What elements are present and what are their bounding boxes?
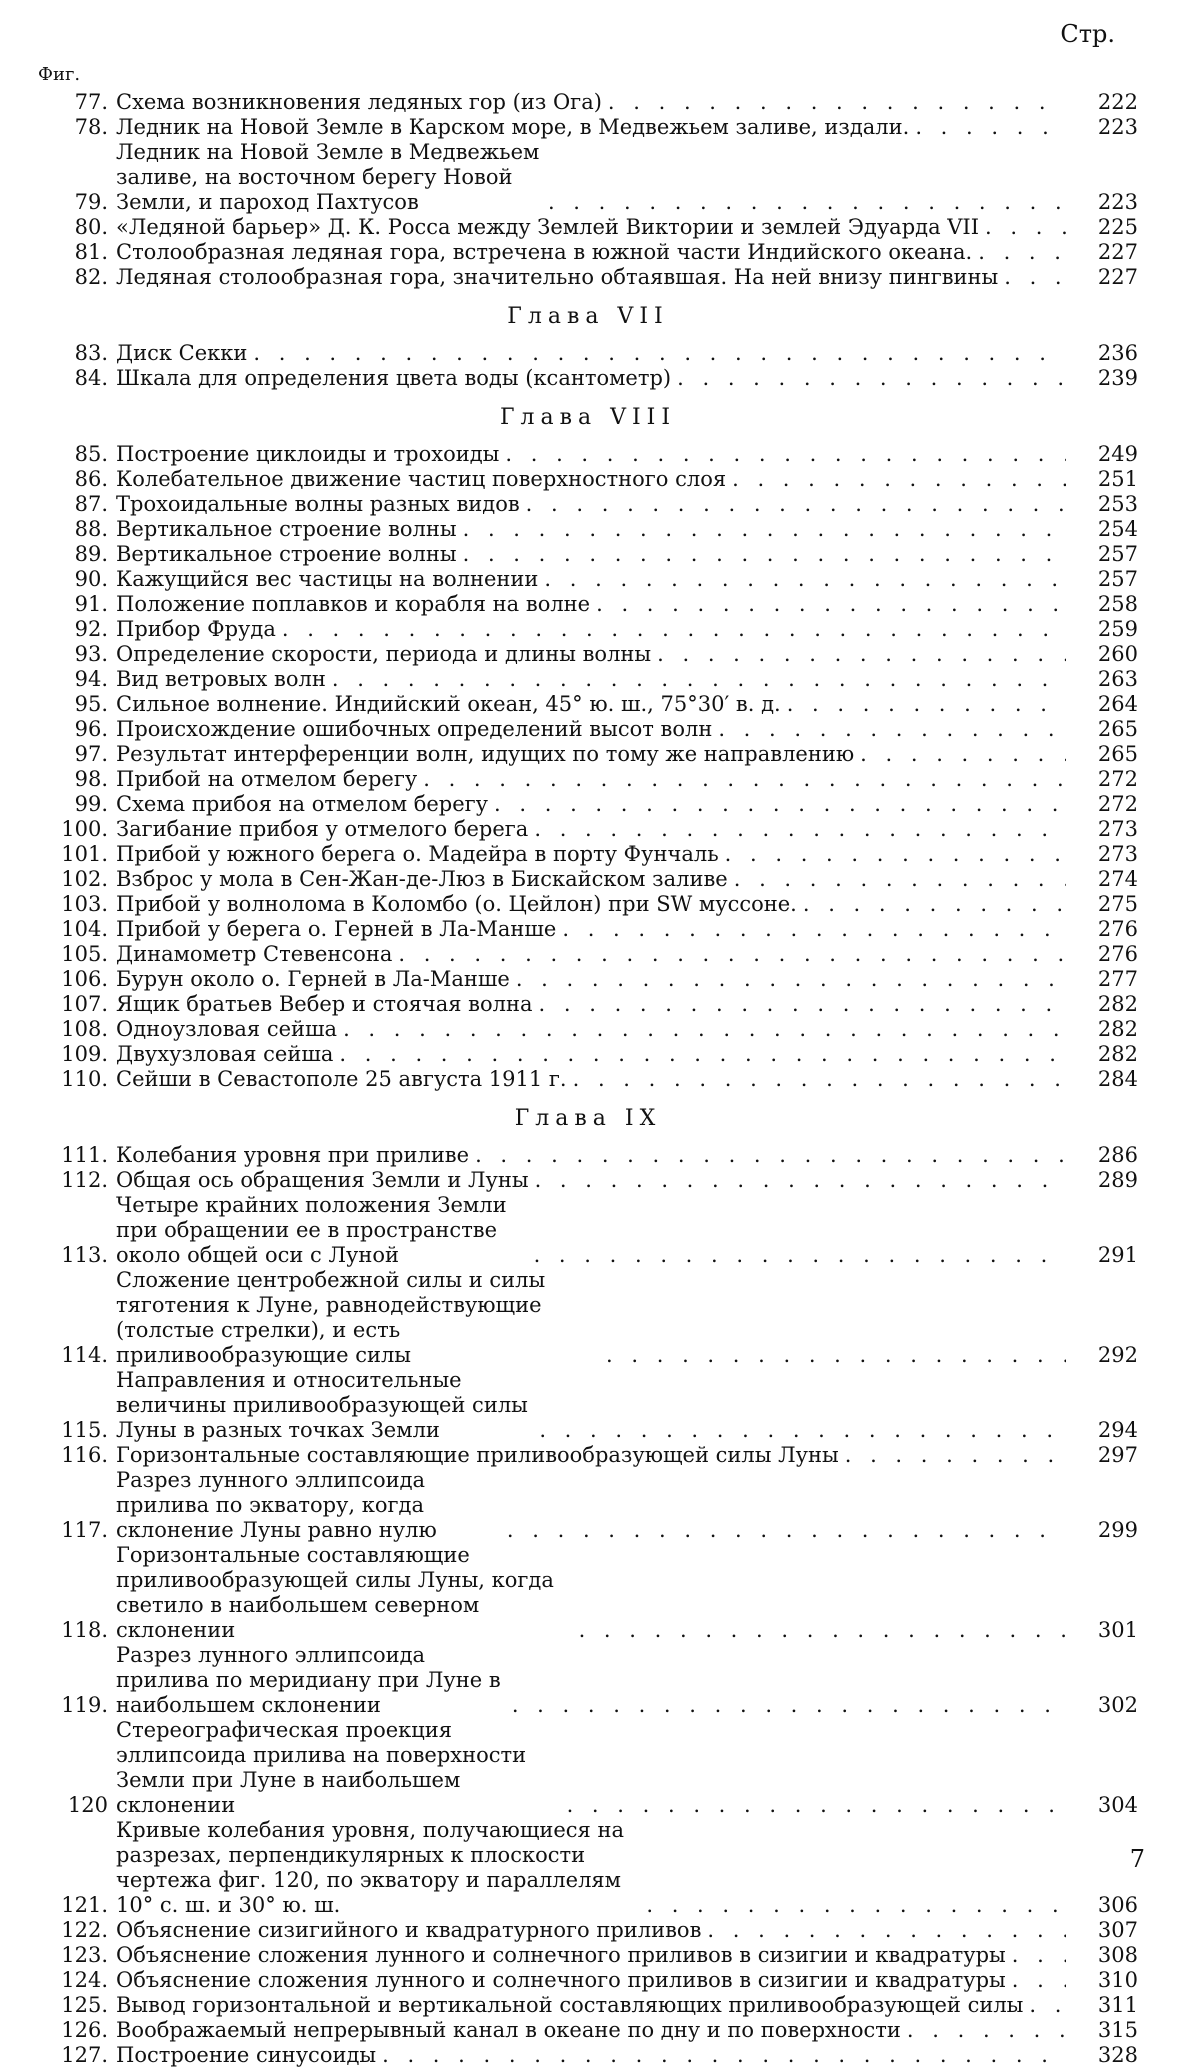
figure-entry	[38, 742, 1138, 767]
page-reference: 310	[1066, 1968, 1138, 1993]
figure-entry	[38, 667, 1138, 692]
page-reference: 264	[1066, 692, 1138, 717]
dot-leader	[718, 717, 1066, 742]
figure-caption: Построение циклоиды и трохоиды	[116, 442, 499, 467]
figure-entry	[38, 240, 1138, 265]
page-reference: 265	[1066, 717, 1138, 742]
page-reference: 277	[1066, 967, 1138, 992]
figure-number: 95.	[38, 692, 116, 717]
page-reference: 249	[1066, 442, 1138, 467]
page-reference: 227	[1066, 240, 1138, 265]
figure-number: 113.	[38, 1243, 116, 1268]
page-reference: 282	[1066, 992, 1138, 1017]
page-reference: 258	[1066, 592, 1138, 617]
figure-entry	[38, 2043, 1138, 2068]
figure-entry	[38, 1643, 1138, 1718]
chapter-heading: Глава IX	[38, 1106, 1138, 1131]
figure-entry	[38, 1918, 1138, 1943]
page-reference: 236	[1066, 341, 1138, 366]
figure-entry	[38, 492, 1138, 517]
figure-entry	[38, 442, 1138, 467]
figure-number: 85.	[38, 442, 116, 467]
figure-number: 81.	[38, 240, 116, 265]
figure-number: 96.	[38, 717, 116, 742]
figure-entry	[38, 967, 1138, 992]
figure-entry	[38, 942, 1138, 967]
figure-entry	[38, 792, 1138, 817]
figure-caption: Ледник на Новой Земле в Карском море, в Медвежьем заливе, издали.	[116, 115, 909, 140]
figure-caption: Объяснение сложения лунного и солнечного приливов в сизигии и квадратуры	[116, 1968, 1006, 1993]
dot-leader	[596, 592, 1066, 617]
page-reference: 292	[1066, 1343, 1138, 1368]
figure-entry	[38, 90, 1138, 115]
figure-caption: Вид ветровых волн	[116, 667, 326, 692]
page-reference: 301	[1066, 1618, 1138, 1643]
dot-leader	[382, 2043, 1066, 2068]
figure-caption: Загибание прибоя у отмелого берега	[116, 817, 528, 842]
figure-caption: Прибой у волнолома в Коломбо (о. Цейлон) при SW муссоне.	[116, 892, 797, 917]
dot-leader	[463, 517, 1066, 542]
figure-caption: Происхождение ошибочных определений высот волн	[116, 717, 712, 742]
figure-entry	[38, 1368, 1138, 1443]
dot-leader	[507, 1518, 1066, 1543]
dot-leader	[860, 742, 1066, 767]
page-reference: 257	[1066, 567, 1138, 592]
dot-leader	[526, 492, 1066, 517]
figure-number: 99.	[38, 792, 116, 817]
page-reference: 273	[1066, 842, 1138, 867]
dot-leader	[845, 1443, 1066, 1468]
figure-number: 104.	[38, 917, 116, 942]
figure-entry	[38, 1168, 1138, 1193]
page-reference: 254	[1066, 517, 1138, 542]
figure-caption: Колебательное движение частиц поверхностного слоя	[116, 467, 726, 492]
dot-leader	[803, 892, 1066, 917]
figure-caption: Воображаемый непрерывный канал в океане по дну и по поверхности	[116, 2018, 901, 2043]
dot-leader	[985, 215, 1066, 240]
dot-leader	[1012, 1968, 1066, 1993]
dot-leader	[253, 341, 1066, 366]
figure-list	[38, 90, 1138, 2068]
chapter-heading: Глава VIII	[38, 405, 1138, 430]
figure-column-label: Фиг.	[38, 64, 80, 85]
figure-number: 94.	[38, 667, 116, 692]
figure-entry	[38, 366, 1138, 391]
figure-number: 78.	[38, 115, 116, 140]
dot-leader	[677, 366, 1066, 391]
figure-caption: Прибор Фруда	[116, 617, 276, 642]
figure-number: 122.	[38, 1918, 116, 1943]
figure-caption: Бурун около о. Герней в Ла-Манше	[116, 967, 510, 992]
page-reference: 227	[1066, 265, 1138, 290]
page-reference: 304	[1066, 1793, 1138, 1818]
figure-caption: Построение синусоиды	[116, 2043, 376, 2068]
figure-number: 91.	[38, 592, 116, 617]
figure-entry	[38, 341, 1138, 366]
figure-number: 125.	[38, 1993, 116, 2018]
dot-leader	[608, 90, 1066, 115]
figure-entry	[38, 1993, 1138, 2018]
dot-leader	[734, 867, 1066, 892]
page-reference: 223	[1066, 190, 1138, 215]
figure-entry	[38, 1193, 1138, 1268]
figure-number: 77.	[38, 90, 116, 115]
page-reference: 259	[1066, 617, 1138, 642]
figure-entry	[38, 1443, 1138, 1468]
page-reference: 282	[1066, 1017, 1138, 1042]
figure-number: 123.	[38, 1943, 116, 1968]
dot-leader	[567, 1793, 1066, 1818]
figure-number: 119.	[38, 1693, 116, 1718]
figure-number: 121.	[38, 1893, 116, 1918]
figure-number: 115.	[38, 1418, 116, 1443]
figure-entry	[38, 2018, 1138, 2043]
dot-leader	[1004, 265, 1066, 290]
figure-entry	[38, 1268, 1138, 1368]
figure-caption: Одноузловая сейша	[116, 1017, 337, 1042]
dot-leader	[707, 1918, 1066, 1943]
dot-leader	[646, 1893, 1066, 1918]
figure-number: 88.	[38, 517, 116, 542]
figure-number: 86.	[38, 467, 116, 492]
figure-caption: Прибой у берега о. Герней в Ла-Манше	[116, 917, 556, 942]
figure-caption: Разрез лунного эллипсоида прилива по меридиану при Луне в наибольшем склонении	[116, 1643, 506, 1718]
figure-number: 80.	[38, 215, 116, 240]
figure-entry	[38, 892, 1138, 917]
figure-entry	[38, 1143, 1138, 1168]
figure-number: 79.	[38, 190, 116, 215]
dot-leader	[606, 1343, 1066, 1368]
dot-leader	[534, 817, 1066, 842]
dot-leader	[787, 692, 1066, 717]
figure-caption: Направления и относительные величины приливообразующей силы Луны в разных точках Земли	[116, 1368, 533, 1443]
page-reference: 223	[1066, 115, 1138, 140]
page-reference: 294	[1066, 1418, 1138, 1443]
figure-entry	[38, 992, 1138, 1017]
page-reference: 328	[1066, 2043, 1138, 2068]
figure-caption: «Ледяной барьер» Д. К. Росса между Землей Виктории и землей Эдуарда VII	[116, 215, 979, 240]
dot-leader	[516, 967, 1066, 992]
figure-number: 89.	[38, 542, 116, 567]
dot-leader	[475, 1143, 1066, 1168]
figure-caption: Ледяная столообразная гора, значительно обтаявшая. На ней внизу пингвины	[116, 265, 998, 290]
figure-number: 105.	[38, 942, 116, 967]
figure-caption: Схема возникновения ледяных гор (из Ога)	[116, 90, 602, 115]
dot-leader	[332, 667, 1066, 692]
dot-leader	[505, 442, 1066, 467]
figure-number: 97.	[38, 742, 116, 767]
dot-leader	[463, 542, 1066, 567]
dot-leader	[907, 2018, 1066, 2043]
dot-leader	[343, 1017, 1066, 1042]
figure-number: 108.	[38, 1017, 116, 1042]
page-reference: 274	[1066, 867, 1138, 892]
figure-caption: Взброс у мола в Сен-Жан-де-Люз в Бискайском заливе	[116, 867, 728, 892]
figure-caption: Горизонтальные составляющие приливообразующей силы Луны	[116, 1443, 839, 1468]
page-reference: 273	[1066, 817, 1138, 842]
figure-caption: Объяснение сизигийного и квадратурного приливов	[116, 1918, 701, 1943]
figure-number: 107.	[38, 992, 116, 1017]
figure-number: 120	[38, 1793, 116, 1818]
figure-caption: Сейши в Севастополе 25 августа 1911 г.	[116, 1067, 567, 1092]
dot-leader	[657, 642, 1066, 667]
dot-leader	[423, 767, 1066, 792]
page-number: 7	[1130, 1845, 1145, 1873]
figure-entry	[38, 1718, 1138, 1818]
figure-entry	[38, 1543, 1138, 1643]
page-reference: 222	[1066, 90, 1138, 115]
figure-number: 126.	[38, 2018, 116, 2043]
figure-entry	[38, 1042, 1138, 1067]
figure-caption: Ящик братьев Вебер и стоячая волна	[116, 992, 533, 1017]
page-reference: 291	[1066, 1243, 1138, 1268]
figure-caption: Диск Секки	[116, 341, 247, 366]
figure-number: 118.	[38, 1618, 116, 1643]
figure-entry	[38, 617, 1138, 642]
page-reference: 253	[1066, 492, 1138, 517]
figure-entry	[38, 1017, 1138, 1042]
dot-leader	[539, 992, 1066, 1017]
figure-number: 92.	[38, 617, 116, 642]
figure-caption: Горизонтальные составляющие приливообразующей силы Луны, когда светило в наибольшем северном склонении	[116, 1543, 573, 1643]
figure-entry	[38, 1968, 1138, 1993]
figure-number: 98.	[38, 767, 116, 792]
page-reference: 289	[1066, 1168, 1138, 1193]
dot-leader	[573, 1067, 1066, 1092]
dot-leader	[398, 942, 1066, 967]
figure-entry	[38, 1067, 1138, 1092]
figure-entry	[38, 767, 1138, 792]
figure-entry	[38, 517, 1138, 542]
figure-entry	[38, 215, 1138, 240]
page-reference: 315	[1066, 2018, 1138, 2043]
page-reference: 284	[1066, 1067, 1138, 1092]
page-reference: 307	[1066, 1918, 1138, 1943]
figure-number: 93.	[38, 642, 116, 667]
page-column-header: Стр.	[1060, 20, 1115, 48]
dot-leader	[535, 1168, 1066, 1193]
figure-number: 116.	[38, 1443, 116, 1468]
page-reference: 272	[1066, 767, 1138, 792]
figure-number: 101.	[38, 842, 116, 867]
dot-leader	[725, 842, 1066, 867]
figure-caption: Прибой на отмелом берегу	[116, 767, 417, 792]
page-reference: 275	[1066, 892, 1138, 917]
figure-caption: Кажущийся вес частицы на волнении	[116, 567, 538, 592]
dot-leader	[494, 792, 1066, 817]
figure-caption: Положение поплавков и корабля на волне	[116, 592, 590, 617]
dot-leader	[1029, 1993, 1066, 2018]
page-reference: 239	[1066, 366, 1138, 391]
figure-caption: Вертикальное строение волны	[116, 517, 457, 542]
dot-leader	[539, 1418, 1066, 1443]
figure-caption: Вертикальное строение волны	[116, 542, 457, 567]
figure-caption: Результат интерференции волн, идущих по тому же направлению	[116, 742, 854, 767]
figure-entry	[38, 867, 1138, 892]
dot-leader	[562, 917, 1066, 942]
figure-number: 112.	[38, 1168, 116, 1193]
page-reference: 225	[1066, 215, 1138, 240]
figure-caption: Вывод горизонтальной и вертикальной составляющих приливообразующей силы	[116, 1993, 1023, 2018]
figure-caption: Четыре крайних положения Земли при обращении ее в пространстве около общей оси с Луной	[116, 1193, 528, 1268]
figure-number: 84.	[38, 366, 116, 391]
figure-caption: Общая ось обращения Земли и Луны	[116, 1168, 529, 1193]
page-reference: 308	[1066, 1943, 1138, 1968]
figure-caption: Схема прибоя на отмелом берегу	[116, 792, 488, 817]
page-reference: 276	[1066, 942, 1138, 967]
figure-caption: Кривые колебания уровня, получающиеся на разрезах, перпендикулярных к плоскости чертежа фиг. 120, по экватору и параллелям 10° с. ш. и 30° ю. ш.	[116, 1818, 640, 1918]
page-reference: 257	[1066, 542, 1138, 567]
page-reference: 260	[1066, 642, 1138, 667]
figure-number: 87.	[38, 492, 116, 517]
figure-caption: Столообразная ледяная гора, встречена в южной части Индийского океана.	[116, 240, 972, 265]
figure-number: 117.	[38, 1518, 116, 1543]
dot-leader	[512, 1693, 1066, 1718]
figure-caption: Двухузловая сейша	[116, 1042, 333, 1067]
figure-caption: Трохоидальные волны разных видов	[116, 492, 520, 517]
figure-caption: Динамометр Стевенсона	[116, 942, 392, 967]
figure-entry	[38, 842, 1138, 867]
figure-entry	[38, 467, 1138, 492]
figure-caption: Прибой у южного берега о. Мадейра в порту Фунчаль	[116, 842, 719, 867]
figure-entry	[38, 140, 1138, 215]
figure-number: 82.	[38, 265, 116, 290]
dot-leader	[579, 1618, 1066, 1643]
figure-number: 111.	[38, 1143, 116, 1168]
page-reference: 299	[1066, 1518, 1138, 1543]
figure-caption: Разрез лунного эллипсоида прилива по экватору, когда склонение Луны равно нулю	[116, 1468, 501, 1543]
figure-entry	[38, 1818, 1138, 1918]
dot-leader	[548, 190, 1066, 215]
figure-entry	[38, 692, 1138, 717]
figure-entry	[38, 1943, 1138, 1968]
page-reference: 282	[1066, 1042, 1138, 1067]
figure-caption: Ледник на Новой Земле в Медвежьем заливе, на восточном берегу Новой Земли, и пароход Пахтусов	[116, 140, 542, 215]
chapter-heading: Глава VII	[38, 304, 1138, 329]
dot-leader	[978, 240, 1066, 265]
page-reference: 272	[1066, 792, 1138, 817]
figure-entry	[38, 542, 1138, 567]
figure-caption: Определение скорости, периода и длины волны	[116, 642, 651, 667]
figure-number: 90.	[38, 567, 116, 592]
document-page	[0, 0, 1200, 1893]
figure-caption: Шкала для определения цвета воды (ксантометр)	[116, 366, 671, 391]
figure-caption: Сильное волнение. Индийский океан, 45° ю. ш., 75°30′ в. д.	[116, 692, 781, 717]
figure-number: 100.	[38, 817, 116, 842]
figure-caption: Стереографическая проекция эллипсоида прилива на поверхности Земли при Луне в наибольшем склонении	[116, 1718, 561, 1818]
dot-leader	[915, 115, 1066, 140]
page-reference: 311	[1066, 1993, 1138, 2018]
figure-entry	[38, 717, 1138, 742]
page-reference: 306	[1066, 1893, 1138, 1918]
figure-caption: Объяснение сложения лунного и солнечного приливов в сизигии и квадратуры	[116, 1943, 1006, 1968]
dot-leader	[282, 617, 1066, 642]
figure-entry	[38, 817, 1138, 842]
figure-number: 109.	[38, 1042, 116, 1067]
figure-number: 124.	[38, 1968, 116, 1993]
page-reference: 251	[1066, 467, 1138, 492]
dot-leader	[732, 467, 1066, 492]
dot-leader	[544, 567, 1066, 592]
page-reference: 302	[1066, 1693, 1138, 1718]
figure-number: 103.	[38, 892, 116, 917]
figure-entry	[38, 1468, 1138, 1543]
figure-caption: Колебания уровня при приливе	[116, 1143, 469, 1168]
figure-number: 127.	[38, 2043, 116, 2068]
page-reference: 265	[1066, 742, 1138, 767]
page-reference: 263	[1066, 667, 1138, 692]
figure-entry	[38, 265, 1138, 290]
figure-entry	[38, 917, 1138, 942]
figure-number: 114.	[38, 1343, 116, 1368]
page-reference: 276	[1066, 917, 1138, 942]
dot-leader	[339, 1042, 1066, 1067]
figure-number: 110.	[38, 1067, 116, 1092]
dot-leader	[534, 1243, 1066, 1268]
figure-entry	[38, 567, 1138, 592]
page-reference: 286	[1066, 1143, 1138, 1168]
figure-number: 102.	[38, 867, 116, 892]
dot-leader	[1012, 1943, 1066, 1968]
figure-number: 83.	[38, 341, 116, 366]
figure-entry	[38, 592, 1138, 617]
figure-entry	[38, 115, 1138, 140]
figure-number: 106.	[38, 967, 116, 992]
figure-caption: Сложение центробежной силы и силы тяготения к Луне, равнодействующие (толстые стрелки), и есть приливообразующие силы	[116, 1268, 600, 1368]
page-reference: 297	[1066, 1443, 1138, 1468]
figure-entry	[38, 642, 1138, 667]
